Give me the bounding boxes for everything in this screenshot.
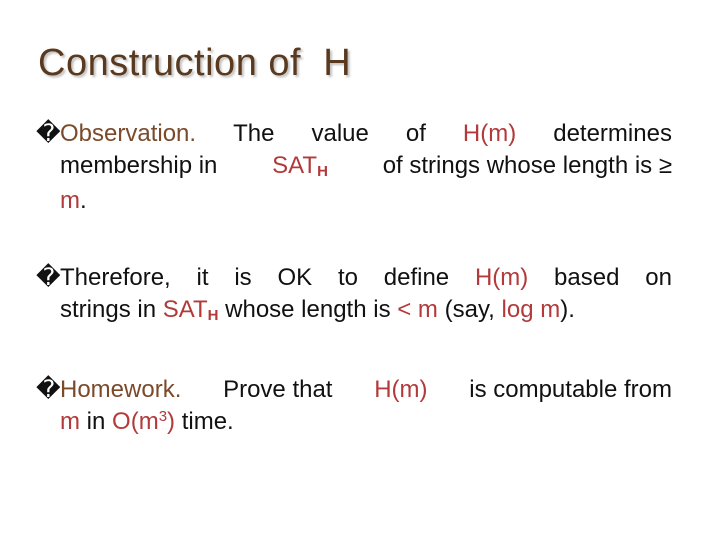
bullet-line	[36, 406, 672, 441]
text-segment: strings in	[60, 296, 157, 323]
bullet-icon: �	[36, 264, 61, 291]
word: determines	[553, 120, 672, 147]
word: The	[233, 120, 275, 147]
text-segment: is computable from	[469, 376, 672, 403]
bullet-icon: �	[36, 376, 61, 403]
text-segment: ).	[560, 296, 575, 323]
text-segment: membership in	[60, 152, 218, 179]
sat-label: SAT	[162, 296, 208, 323]
bullet-therefore	[36, 262, 672, 329]
big-o-base: O(m	[112, 408, 159, 435]
observation-lead	[36, 118, 196, 150]
sat-term	[163, 294, 219, 329]
word: value	[311, 120, 369, 147]
sat-term	[272, 150, 328, 185]
text-segment: Prove that	[223, 376, 333, 403]
text-segment: of strings whose length is ≥	[382, 152, 672, 179]
bullet-line	[36, 262, 672, 294]
observation-label: Observation.	[60, 120, 197, 147]
big-o-term	[112, 406, 175, 441]
bullet-line	[36, 150, 672, 185]
hm-term: H(m)	[474, 264, 529, 291]
bullet-icon: �	[36, 120, 61, 147]
therefore-lead	[36, 262, 171, 294]
word: of	[405, 120, 426, 147]
word: Therefore,	[60, 264, 171, 291]
bullet-line	[36, 294, 672, 329]
word: OK	[277, 264, 313, 291]
sat-label: SAT	[272, 152, 318, 179]
bullet-homework	[36, 374, 672, 441]
bullet-line	[36, 118, 672, 150]
word: on	[645, 264, 672, 291]
text-segment: whose length is	[225, 296, 391, 323]
homework-lead	[36, 374, 181, 406]
period: .	[80, 187, 87, 214]
m-term: m	[60, 408, 80, 435]
hm-term: H(m)	[374, 376, 428, 403]
slide-title: Construction of H	[38, 42, 352, 84]
big-o-close: )	[167, 408, 176, 435]
word: to	[337, 264, 358, 291]
word: it	[196, 264, 209, 291]
sat-subscript: H	[207, 307, 219, 324]
text-segment: time.	[181, 408, 234, 435]
log-m-term: log m	[501, 296, 561, 323]
bullet-line	[36, 185, 672, 217]
text-segment: in	[86, 408, 106, 435]
word: define	[383, 264, 450, 291]
text-segment: (say,	[444, 296, 495, 323]
bullet-line	[36, 374, 672, 406]
sat-subscript: H	[317, 163, 328, 180]
homework-label: Homework.	[60, 376, 182, 403]
word: based	[554, 264, 620, 291]
lt-m-term: < m	[397, 296, 438, 323]
hm-term: H(m)	[462, 120, 517, 147]
word: is	[234, 264, 252, 291]
bullet-observation	[36, 118, 672, 217]
m-term: m	[60, 187, 80, 214]
big-o-exponent: 3	[158, 408, 168, 425]
